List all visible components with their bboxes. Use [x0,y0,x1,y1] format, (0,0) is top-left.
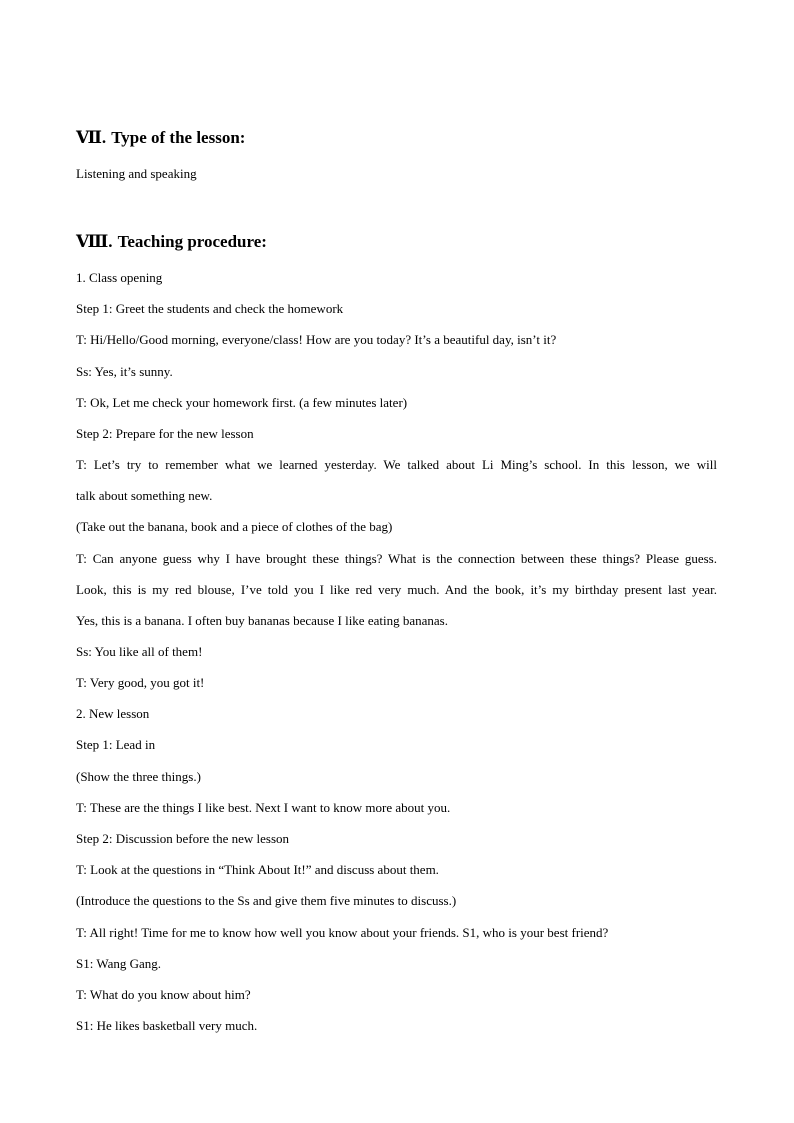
procedure-line: T: These are the things I like best. Next I want to know more about you. [76,800,451,815]
section-heading-teaching-procedure [76,232,267,252]
procedure-line: Ss: You like all of them! [76,644,203,659]
procedure-line: T: Can anyone guess why I have brought these things? What is the connection between these things? Please guess. [76,551,717,566]
procedure-line: Ss: Yes, it’s sunny. [76,364,173,379]
procedure-line: Step 1: Lead in [76,737,156,752]
procedure-line: T: What do you know about him? [76,987,251,1002]
procedure-line: 2. New lesson [76,706,150,721]
section-title: Type of the lesson: [111,128,246,147]
procedure-line: (Show the three things.) [76,769,201,784]
section-numeral: Ⅷ. [76,232,113,251]
procedure-line: Step 2: Discussion before the new lesson [76,831,290,846]
procedure-line: Yes, this is a banana. I often buy bananas because I like eating bananas. [76,613,448,628]
procedure-line: T: Hi/Hello/Good morning, everyone/class! How are you today? It’s a beautiful day, isn’t it? [76,332,557,347]
procedure-line: Step 1: Greet the students and check the homework [76,301,344,316]
procedure-line: talk about something new. [76,488,213,503]
procedure-line: S1: He likes basketball very much. [76,1018,258,1033]
procedure-line: Step 2: Prepare for the new lesson [76,426,254,441]
procedure-line: (Introduce the questions to the Ss and give them five minutes to discuss.) [76,893,457,908]
procedure-line: T: Let’s try to remember what we learned yesterday. We talked about Li Ming’s school. In this lesson, we will [76,457,717,472]
section-numeral: Ⅶ. [76,128,107,147]
procedure-line: T: Very good, you got it! [76,675,205,690]
procedure-line: (Take out the banana, book and a piece of clothes of the bag) [76,519,393,534]
section-title: Teaching procedure: [117,232,267,251]
procedure-line: Look, this is my red blouse, I’ve told you I like red very much. And the book, it’s my birthday present last year. [76,582,717,597]
procedure-line: S1: Wang Gang. [76,956,162,971]
procedure-line: T: Ok, Let me check your homework first. (a few minutes later) [76,395,408,410]
procedure-line: 1. Class opening [76,270,163,285]
lesson-type-text: Listening and speaking [76,166,197,181]
procedure-line: T: All right! Time for me to know how well you know about your friends. S1, who is your best friend? [76,925,609,940]
procedure-line: T: Look at the questions in “Think About It!” and discuss about them. [76,862,439,877]
section-heading-type-of-lesson [76,128,245,148]
